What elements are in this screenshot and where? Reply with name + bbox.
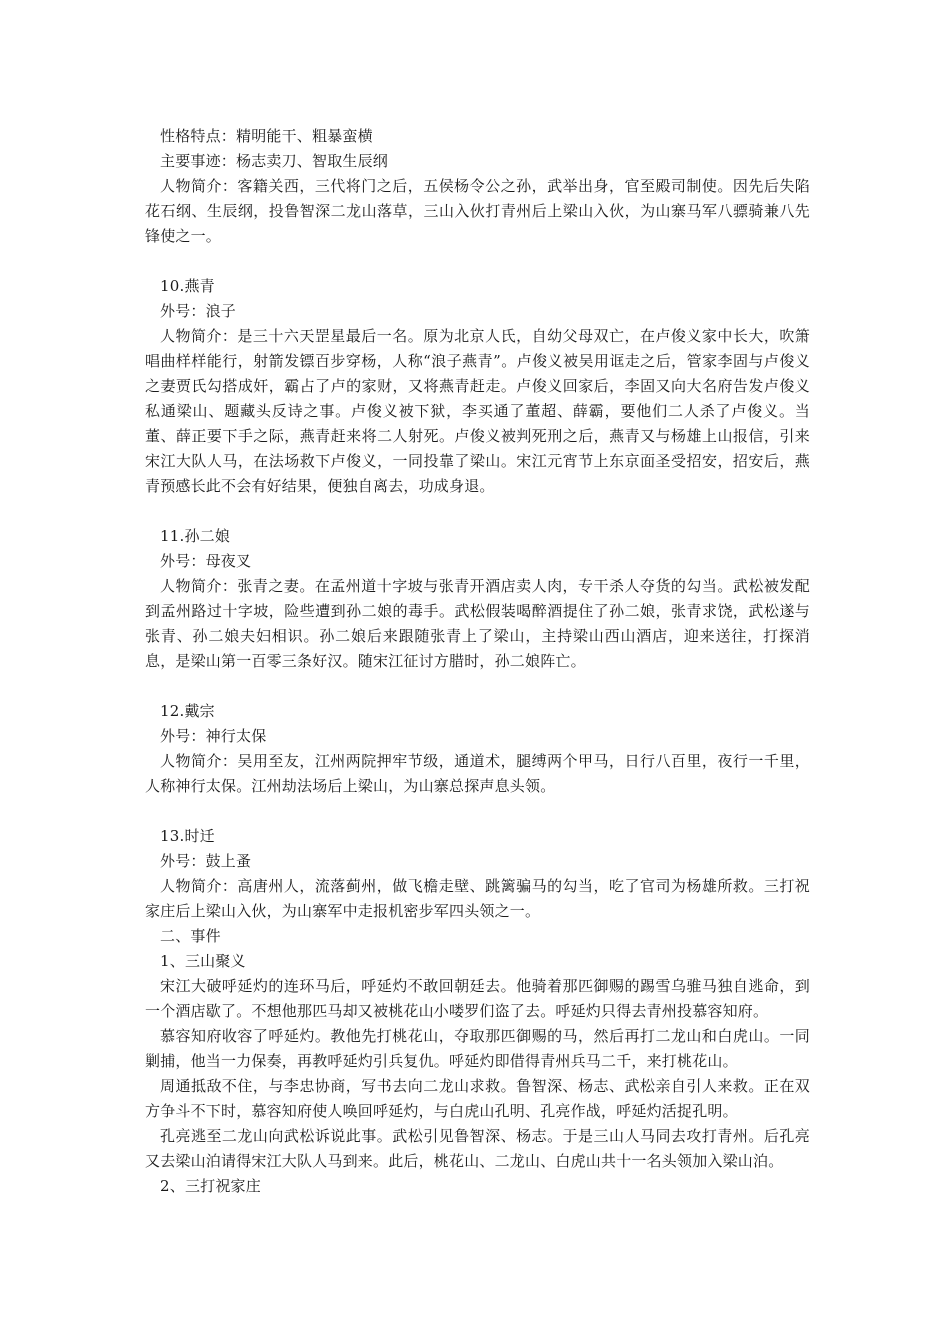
event-paragraph: 宋江大破呼延灼的连环马后，呼延灼不敢回朝廷去。他骑着那匹御赐的踢雪乌骓马独自逃命，到一个酒店歇了。不想他那匹马却又被桃花山小喽罗们盗了去。呼延灼只得去青州投慕容知府。 <box>145 977 810 1020</box>
nickname-line: 外号：神行太保 <box>160 727 267 745</box>
character-title: 13.时迁 <box>160 827 215 845</box>
traits-line: 性格特点：精明能干、粗暴蛮横 <box>160 127 373 145</box>
event-title: 1、三山聚义 <box>160 952 246 970</box>
section-events <box>145 924 810 1199</box>
nickname-line: 外号：浪子 <box>160 302 237 320</box>
events-heading: 二、事件 <box>160 927 221 945</box>
section-yang-zhi <box>145 124 810 249</box>
character-title: 10.燕青 <box>160 277 215 295</box>
section-dai-zong <box>145 699 810 799</box>
section-yan-qing <box>145 274 810 499</box>
nickname-line: 外号：母夜叉 <box>160 552 252 570</box>
deeds-line: 主要事迹：杨志卖刀、智取生辰纲 <box>160 152 389 170</box>
event-paragraph: 周通抵敌不住，与李忠协商，写书去向二龙山求救。鲁智深、杨志、武松亲自引人来救。正在双方争斗不下时，慕容知府使人唤回呼延灼，与白虎山孔明、孔亮作战，呼延灼活捉孔明。 <box>145 1077 810 1120</box>
bio-paragraph: 人物简介：张青之妻。在孟州道十字坡与张青开酒店卖人肉，专干杀人夺货的勾当。武松被发配到孟州路过十字坡，险些遭到孙二娘的毒手。武松假装喝醉酒提住了孙二娘，张青求饶，武松遂与张青、孙二娘夫妇相识。孙二娘后来跟随张青上了梁山，主持梁山西山酒店，迎来送往，打探消息，是梁山第一百零三条好汉。随宋江征讨方腊时，孙二娘阵亡。 <box>145 577 810 670</box>
character-title: 11.孙二娘 <box>160 527 231 545</box>
event-title: 2、三打祝家庄 <box>160 1177 261 1195</box>
section-shi-qian <box>145 824 810 924</box>
nickname-line: 外号：鼓上蚤 <box>160 852 252 870</box>
bio-paragraph: 人物简介：是三十六天罡星最后一名。原为北京人氏，自幼父母双亡，在卢俊义家中长大，吹箫唱曲样样能行，射箭发镖百步穿杨，人称“浪子燕青”。卢俊义被吴用诓走之后，管家李固与卢俊义之妻贾氏勾搭成奸，霸占了卢的家财，又将燕青赶走。卢俊义回家后，李固又向大名府告发卢俊义私通梁山、题藏头反诗之事。卢俊义被下狱，李买通了董超、薛霸，要他们二人杀了卢俊义。当董、薛正要下手之际，燕青赶来将二人射死。卢俊义被判死刑之后，燕青又与杨雄上山报信，引来宋江大队人马，在法场救下卢俊义，一同投靠了梁山。宋江元宵节上东京面圣受招安，招安后，燕青预感长此不会有好结果，便独自离去，功成身退。 <box>145 327 810 495</box>
bio-paragraph: 人物简介：客籍关西，三代将门之后，五侯杨令公之孙，武举出身，官至殿司制使。因先后失陷花石纲、生辰纲，投鲁智深二龙山落草，三山入伙打青州后上梁山入伙，为山寨马军八骠骑兼八先锋使之一。 <box>145 177 810 245</box>
section-sun-erniang <box>145 524 810 674</box>
bio-paragraph: 人物简介：高唐州人，流落蓟州，做飞檐走壁、跳篱骗马的勾当，吃了官司为杨雄所救。三打祝家庄后上梁山入伙，为山寨军中走报机密步军四头领之一。 <box>145 877 810 920</box>
document-page <box>145 124 810 1199</box>
event-paragraph: 慕容知府收容了呼延灼。教他先打桃花山，夺取那匹御赐的马，然后再打二龙山和白虎山。一同剿捕，他当一力保奏，再教呼延灼引兵复仇。呼延灼即借得青州兵马二千，来打桃花山。 <box>145 1027 810 1070</box>
character-title: 12.戴宗 <box>160 702 215 720</box>
event-paragraph: 孔亮逃至二龙山向武松诉说此事。武松引见鲁智深、杨志。于是三山人马同去攻打青州。后孔亮又去梁山泊请得宋江大队人马到来。此后，桃花山、二龙山、白虎山共十一名头领加入梁山泊。 <box>145 1127 810 1170</box>
bio-paragraph: 人物简介：吴用至友，江州两院押牢节级，通道术，腿缚两个甲马，日行八百里，夜行一千里，人称神行太保。江州劫法场后上梁山，为山寨总探声息头领。 <box>145 752 810 795</box>
